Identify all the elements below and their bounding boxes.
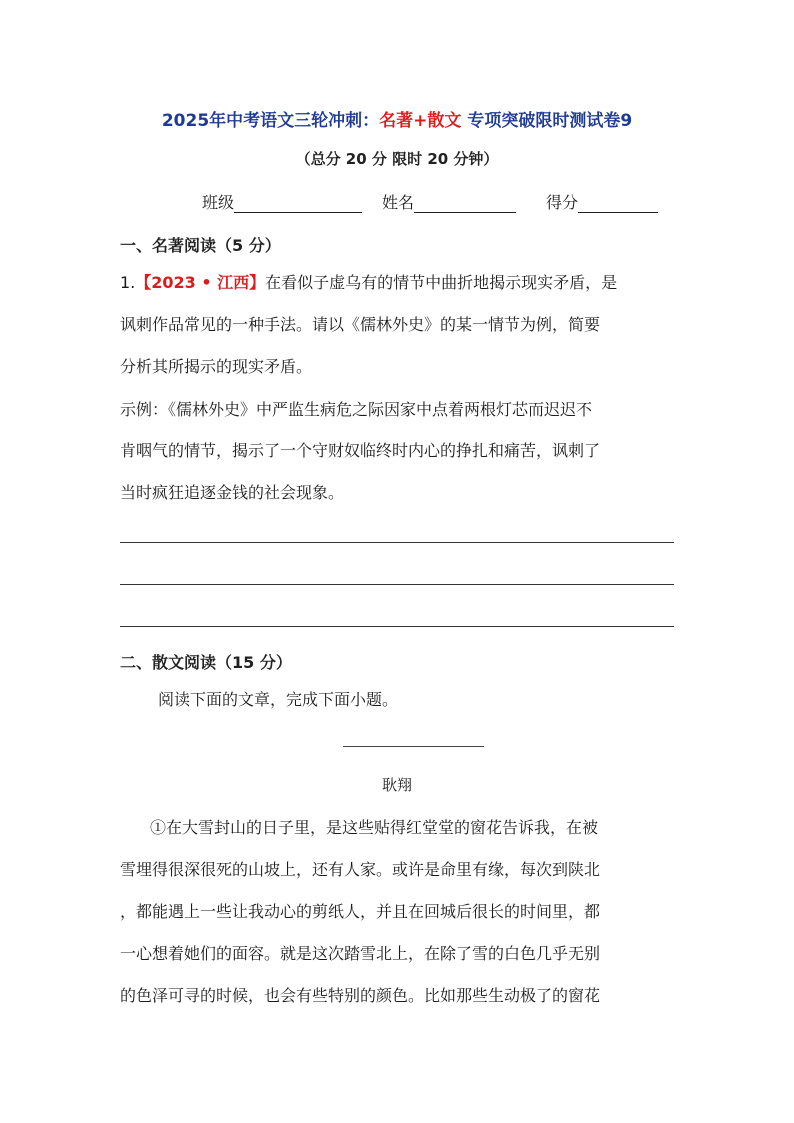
exam-subtitle: （总分 20 分 限时 20 分钟）	[295, 150, 499, 168]
question-1-line-2: 讽刺作品常见的一种手法。请以《儒林外史》的某一情节为例，简要	[120, 315, 601, 334]
title-highlight: 名著+散文	[379, 111, 462, 131]
essay-author: 耿翔	[381, 776, 412, 794]
title-part-1: 2025年中考语文三轮冲刺：	[161, 111, 380, 131]
name-blank[interactable]	[414, 194, 516, 213]
essay-line: ①在大雪封山的日子里，是这些贴得红堂堂的窗花告诉我，在被	[150, 818, 599, 837]
example-line-3: 当时疯狂追逐金钱的社会现象。	[120, 483, 345, 502]
score-label: 得分	[546, 193, 579, 212]
essay-line: ，都能遇上一些让我动心的剪纸人，并且在回城后很长的时间里，都	[120, 902, 601, 921]
title-part-3: 专项突破限时测试卷9	[461, 111, 633, 131]
reading-instruction: 阅读下面的文章，完成下面小题。	[158, 690, 399, 709]
student-info-row	[202, 190, 658, 213]
essay-line: 一心想着她们的面容。就是这次踏雪北上，在除了雪的白色几乎无别	[120, 944, 601, 963]
question-number: 1.	[120, 273, 136, 292]
example-line-1: 示例：《儒林外史》中严监生病危之际因家中点着两根灯芯而迟迟不	[120, 400, 593, 419]
question-source-tag: 【2023 • 江西】	[135, 273, 266, 292]
class-label: 班级	[202, 193, 235, 212]
section-1-heading: 一、名著阅读（5 分）	[120, 236, 281, 255]
question-1-line-3: 分析其所揭示的现实矛盾。	[120, 357, 313, 376]
class-blank[interactable]	[234, 194, 362, 213]
answer-line[interactable]	[120, 584, 674, 585]
answer-line[interactable]	[120, 626, 674, 627]
page-title	[0, 106, 794, 131]
score-blank[interactable]	[578, 194, 658, 213]
essay-line: 的色泽可寻的时候，也会有些特别的颜色。比如那些生动极了的窗花	[120, 986, 601, 1005]
question-1-line-1	[120, 275, 680, 291]
answer-line[interactable]	[120, 542, 674, 543]
section-2-heading: 二、散文阅读（15 分）	[120, 653, 292, 672]
essay-line: 雪埋得很深很死的山坡上，还有人家。或许是命里有缘，每次到陕北	[120, 860, 601, 879]
example-line-2: 肯咽气的情节，揭示了一个守财奴临终时内心的挣扎和痛苦，讽刺了	[120, 441, 601, 460]
question-text-1: 在看似子虚乌有的情节中曲折地揭示现实矛盾，是	[265, 273, 618, 292]
title-divider	[343, 746, 484, 747]
name-label: 姓名	[382, 193, 415, 212]
